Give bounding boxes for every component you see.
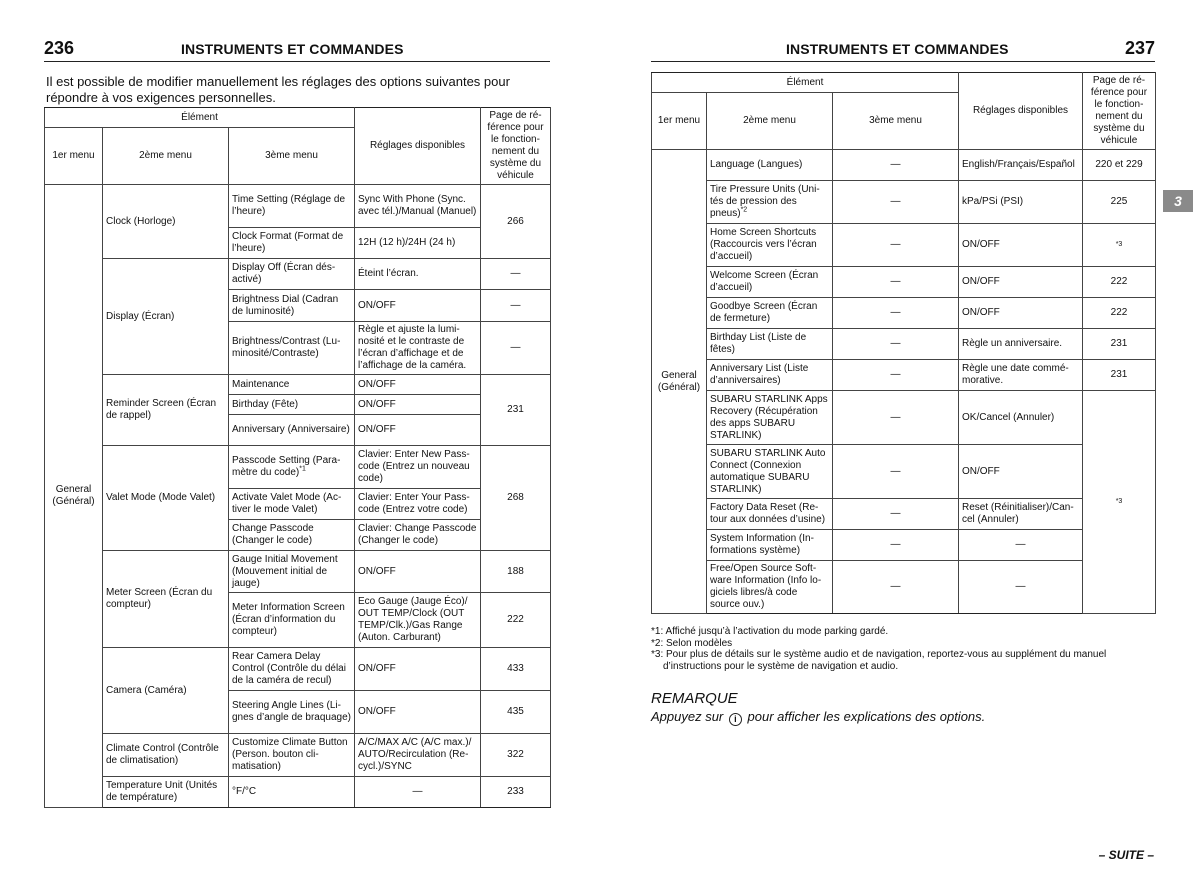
left-page [44, 0, 550, 896]
header-rule [651, 61, 1155, 62]
page-title: INSTRUMENTS ET COMMANDES [786, 41, 1009, 57]
right-page [651, 0, 1155, 896]
row-starlink-recovery-menu3: — [833, 391, 959, 445]
maintenance: Maintenance [229, 375, 355, 395]
row-open-source: Free/Open Source Software Information (Info logiciels libres/à code source ouv.) [707, 561, 833, 614]
row-welcome-value: ON/OFF [959, 267, 1083, 298]
element-header: Élément [652, 73, 959, 93]
menu2-display: Display (Écran) [103, 259, 229, 375]
steering-angle-lines-value: ON/OFF [355, 691, 481, 734]
row-system-info: System Information (Informations système) [707, 530, 833, 561]
merged-page-ref: *3 [1083, 391, 1156, 614]
element-header: Élément [45, 108, 355, 128]
row-anniversary-list: Anniversary List (Liste d’anniversaires) [707, 360, 833, 391]
gauge-initial-value: ON/OFF [355, 551, 481, 593]
page-ref-header: Page de référence pour le fonctionnement du système du véhicule [1083, 73, 1156, 150]
row-system-info-menu3: — [833, 530, 959, 561]
menu2-header: 2ème menu [103, 128, 229, 185]
header-rule [44, 61, 550, 62]
row-system-info-value: — [959, 530, 1083, 561]
brightness-dial: Brightness Dial (Cadran de luminosité) [229, 290, 355, 322]
row-starlink-autoconnect-value: ON/OFF [959, 445, 1083, 499]
display-off: Display Off (Écran désactivé) [229, 259, 355, 290]
brightness-contrast: Brightness/Contrast (Luminosité/Contraste) [229, 322, 355, 375]
settings-table-left [44, 107, 551, 808]
brightness-dial-value: ON/OFF [355, 290, 481, 322]
steering-angle-lines-page: 435 [481, 691, 551, 734]
page-title: INSTRUMENTS ET COMMANDES [181, 41, 404, 57]
row-tire-pressure-page: 225 [1083, 181, 1156, 224]
row-welcome: Welcome Screen (Écran d’accueil) [707, 267, 833, 298]
rear-camera-delay-page: 433 [481, 648, 551, 691]
row-language-menu3: — [833, 150, 959, 181]
intro-paragraph: Il est possible de modifier manuellement les réglages des options suivantes pour répondre à vos exigences personnelles. [46, 74, 510, 105]
passcode-setting [229, 446, 355, 489]
activate-valet-value: Clavier: Enter Your Passcode (Entrez votre code) [355, 489, 481, 520]
menu2-valet: Valet Mode (Mode Valet) [103, 446, 229, 551]
valet-page: 268 [481, 446, 551, 551]
row-language: Language (Langues) [707, 150, 833, 181]
row-language-value: English/Français/Español [959, 150, 1083, 181]
rear-camera-delay: Rear Camera Delay Control (Contrôle du délai de la caméra de recul) [229, 648, 355, 691]
menu3-header: 3ème menu [229, 128, 355, 185]
footnote-ref-1: *1 [299, 465, 306, 473]
meter-info-page: 222 [481, 593, 551, 648]
section-tab: 3 [1163, 190, 1193, 212]
row-home-shortcuts-menu3: — [833, 224, 959, 267]
footnote-3: *3: Pour plus de détails sur le système audio et de navigation, reportez-vous au supplément du manuel d’instructions pour le système de navigation et audio. [651, 649, 1107, 672]
gauge-initial-page: 188 [481, 551, 551, 593]
steering-angle-lines: Steering Angle Lines (Lignes d’angle de braquage) [229, 691, 355, 734]
passcode-setting-label: Passcode Setting (Paramètre du code) [232, 455, 341, 478]
clock-format-value: 12H (12 h)/24H (24 h) [355, 228, 481, 259]
row-anniversary-list-page: 231 [1083, 360, 1156, 391]
remark-text-before: Appuyez sur [651, 709, 724, 724]
settings-table-right [651, 72, 1156, 614]
menu2-header: 2ème menu [707, 93, 833, 150]
row-tire-pressure-menu3: — [833, 181, 959, 224]
brightness-dial-page: — [481, 290, 551, 322]
footnote-1: *1: Affiché jusqu’à l’activation du mode parking gardé. [651, 626, 889, 637]
display-off-value: Éteint l’écran. [355, 259, 481, 290]
row-open-source-value: — [959, 561, 1083, 614]
page-ref-header: Page de référence pour le fonctionnement du système du véhicule [481, 108, 551, 185]
maintenance-value: ON/OFF [355, 375, 481, 395]
brightness-contrast-page: — [481, 322, 551, 375]
continued-label: – SUITE – [1098, 848, 1154, 862]
temperature-page: 233 [481, 777, 551, 808]
anniversary: Anniversary (Anniversaire) [229, 415, 355, 446]
row-anniversary-list-menu3: — [833, 360, 959, 391]
brightness-contrast-value: Règle et ajuste la luminosité et le contraste de l’écran d’affichage et de l’affichage de la caméra. [355, 322, 481, 375]
menu2-reminder: Reminder Screen (Écran de rappel) [103, 375, 229, 446]
info-icon: i [729, 713, 742, 726]
row-birthday-list: Birthday List (Liste de fêtes) [707, 329, 833, 360]
row-home-shortcuts-value: ON/OFF [959, 224, 1083, 267]
reminder-page: 231 [481, 375, 551, 446]
row-factory-reset-menu3: — [833, 499, 959, 530]
meter-info: Meter Information Screen (Écran d’information du compteur) [229, 593, 355, 648]
meter-info-value: Eco Gauge (Jauge Éco)/ OUT TEMP/Clock (OUT TEMP/Clk.)/Gas Range (Auton. Carburant) [355, 593, 481, 648]
row-home-shortcuts-page: *3 [1083, 224, 1156, 267]
menu2-temperature: Temperature Unit (Unités de température) [103, 777, 229, 808]
row-starlink-autoconnect-menu3: — [833, 445, 959, 499]
row-goodbye-menu3: — [833, 298, 959, 329]
menu1-general: General (Général) [652, 150, 707, 614]
row-starlink-recovery: SUBARU STARLINK Apps Recovery (Récupération des apps SUBARU STARLINK) [707, 391, 833, 445]
menu3-header: 3ème menu [833, 93, 959, 150]
menu1-header: 1er menu [652, 93, 707, 150]
clock-format: Clock Format (Format de l’heure) [229, 228, 355, 259]
time-setting: Time Setting (Réglage de l’heure) [229, 185, 355, 228]
remark-title: REMARQUE [651, 690, 738, 707]
footnote-2: *2: Selon modèles [651, 637, 733, 649]
change-passcode: Change Passcode (Changer le code) [229, 520, 355, 551]
menu2-camera: Camera (Caméra) [103, 648, 229, 734]
row-birthday-list-page: 231 [1083, 329, 1156, 360]
row-starlink-recovery-value: OK/Cancel (Annuler) [959, 391, 1083, 445]
row-tire-pressure-label: Tire Pressure Units (Unités de pression des pneus) [710, 184, 820, 219]
page-number: 237 [1124, 38, 1155, 58]
row-language-page: 220 et 229 [1083, 150, 1156, 181]
row-welcome-menu3: — [833, 267, 959, 298]
settings-header: Réglages disponibles [355, 108, 481, 185]
row-anniversary-list-value: Règle une date commémorative. [959, 360, 1083, 391]
row-goodbye: Goodbye Screen (Écran de fermeture) [707, 298, 833, 329]
row-birthday-list-menu3: — [833, 329, 959, 360]
page-number: 236 [44, 38, 75, 58]
row-factory-reset-value: Reset (Réinitialiser)/Cancel (Annuler) [959, 499, 1083, 530]
row-birthday-list-value: Règle un anniversaire. [959, 329, 1083, 360]
row-goodbye-page: 222 [1083, 298, 1156, 329]
menu1-general: General (Général) [45, 185, 103, 808]
row-starlink-autoconnect: SUBARU STARLINK Auto Connect (Connexion automatique SUBARU STARLINK) [707, 445, 833, 499]
row-welcome-page: 222 [1083, 267, 1156, 298]
temperature-value: °F/°C [229, 777, 355, 808]
clock-page: 266 [481, 185, 551, 259]
row-open-source-menu3: — [833, 561, 959, 614]
temperature-menu3: — [355, 777, 481, 808]
menu2-clock: Clock (Horloge) [103, 185, 229, 259]
remark-text-after: pour afficher les explications des options. [747, 709, 986, 724]
row-home-shortcuts: Home Screen Shortcuts (Raccourcis vers l’écran d’accueil) [707, 224, 833, 267]
activate-valet: Activate Valet Mode (Activer le mode Valet) [229, 489, 355, 520]
customize-climate: Customize Climate Button (Person. bouton climatisation) [229, 734, 355, 777]
anniversary-value: ON/OFF [355, 415, 481, 446]
climate-page: 322 [481, 734, 551, 777]
menu2-meter: Meter Screen (Écran du compteur) [103, 551, 229, 648]
row-tire-pressure [707, 181, 833, 224]
rear-camera-delay-value: ON/OFF [355, 648, 481, 691]
footnotes [651, 626, 1155, 672]
gauge-initial: Gauge Initial Movement (Mouvement initial de jauge) [229, 551, 355, 593]
footnote-ref-2: *2 [740, 206, 748, 214]
passcode-setting-value: Clavier: Enter New Passcode (Entrez un nouveau code) [355, 446, 481, 489]
settings-header: Réglages disponibles [959, 73, 1083, 150]
change-passcode-value: Clavier: Change Passcode (Changer le code) [355, 520, 481, 551]
birthday-value: ON/OFF [355, 395, 481, 415]
time-setting-value: Sync With Phone (Sync. avec tél.)/Manual (Manuel) [355, 185, 481, 228]
menu2-climate: Climate Control (Contrôle de climatisation) [103, 734, 229, 777]
remark-text [651, 709, 985, 726]
menu1-header: 1er menu [45, 128, 103, 185]
row-goodbye-value: ON/OFF [959, 298, 1083, 329]
customize-climate-value: A/C/MAX A/C (A/C max.)/ AUTO/Recirculation (Recycl.)/SYNC [355, 734, 481, 777]
row-tire-pressure-value: kPa/PSi (PSI) [959, 181, 1083, 224]
display-off-page: — [481, 259, 551, 290]
row-factory-reset: Factory Data Reset (Retour aux données d’usine) [707, 499, 833, 530]
birthday: Birthday (Fête) [229, 395, 355, 415]
